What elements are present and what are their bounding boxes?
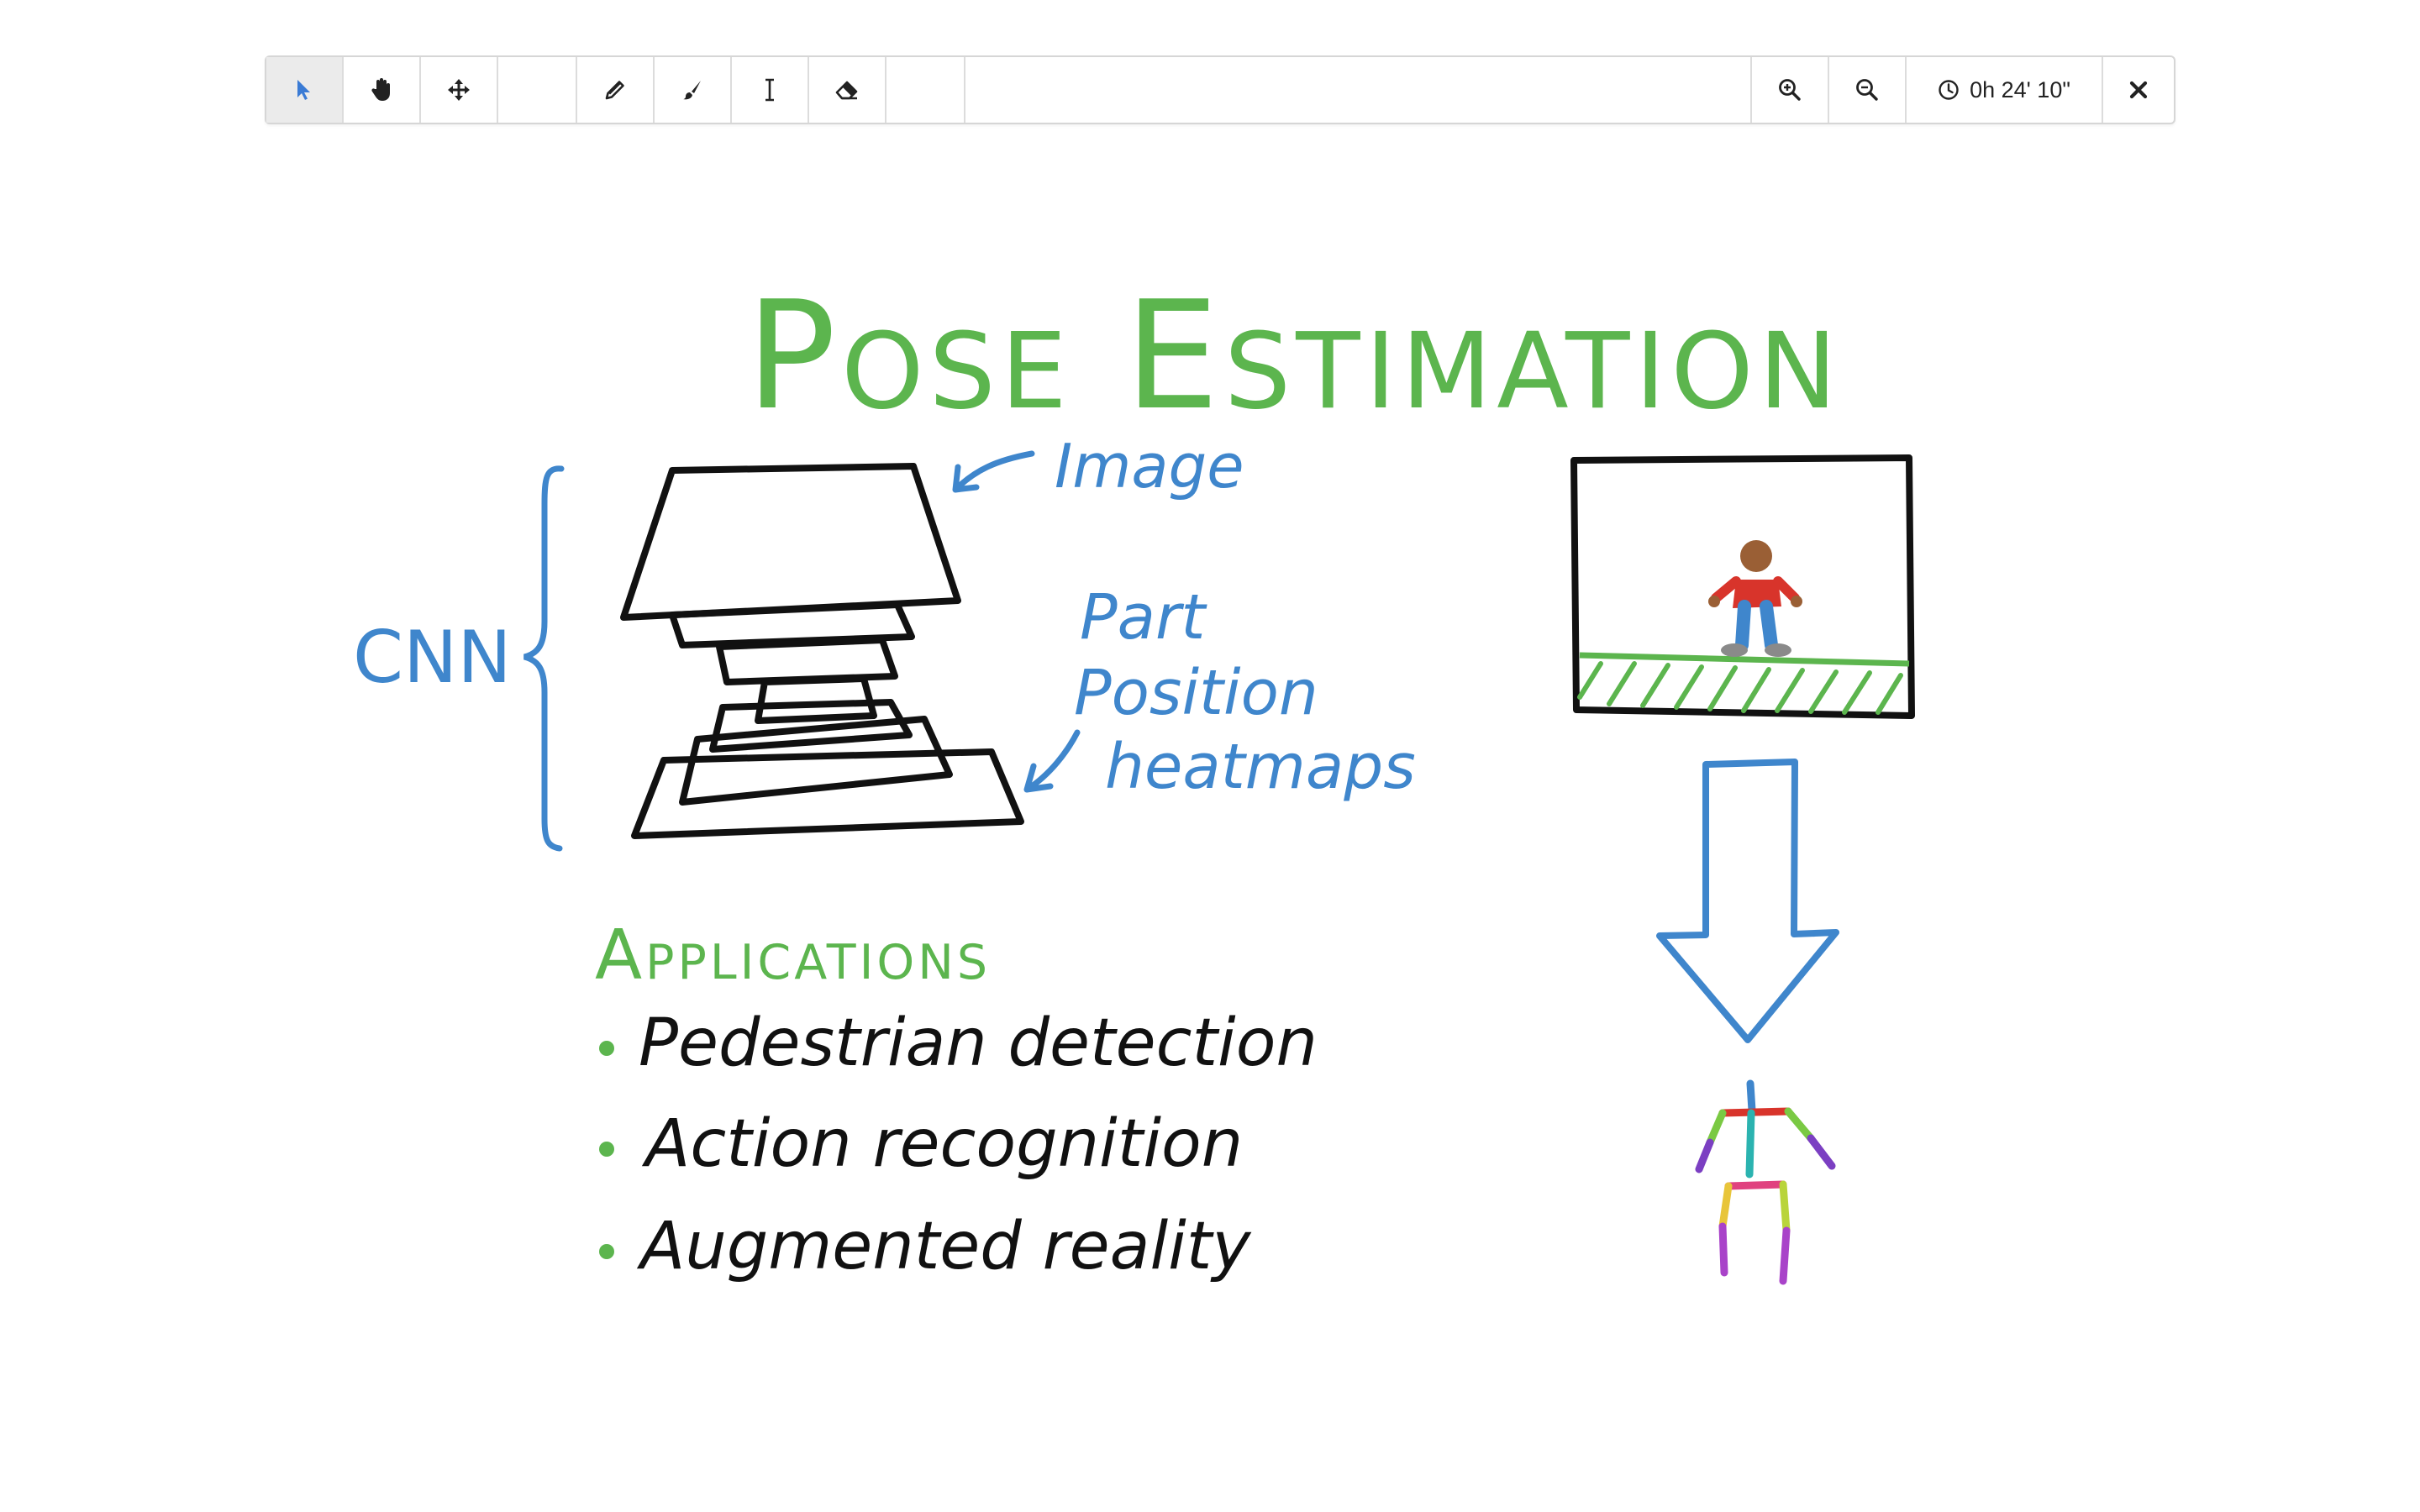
down-arrow	[1660, 762, 1836, 1040]
ground-hatching	[1580, 664, 1901, 712]
application-item-2: Action recognition	[645, 1106, 1244, 1182]
bullet	[599, 1142, 614, 1157]
bullet	[599, 1041, 614, 1056]
bullet	[599, 1244, 614, 1259]
cnn-label: CNN	[353, 616, 512, 700]
cnn-layer-4	[758, 679, 874, 721]
image-label: Image	[1055, 431, 1244, 501]
cnn-brace	[524, 469, 561, 848]
board-title: Pose Estimation	[745, 269, 1843, 443]
applications-heading: Applications	[595, 916, 992, 995]
timer-text: 0h 24' 10"	[1970, 76, 2070, 102]
applications-list	[599, 1005, 1318, 1284]
person-drawing	[1708, 540, 1802, 657]
pose-skeleton	[1699, 1084, 1832, 1281]
cnn-layer-image	[623, 466, 958, 617]
image-arrow	[955, 454, 1032, 490]
application-item-1: Pedestrian detection	[639, 1005, 1318, 1081]
heatmap-label-line3: heatmaps	[1105, 731, 1416, 803]
cnn-layer-stack	[623, 466, 1021, 836]
heatmap-label-line2: Position	[1074, 657, 1318, 729]
input-image-frame	[1574, 458, 1912, 716]
application-item-3: Augmented reality	[640, 1209, 1251, 1284]
cnn-layer-3	[719, 640, 895, 682]
heatmap-arrow	[1027, 732, 1077, 790]
ground-line	[1580, 655, 1909, 664]
heatmap-label-line1: Part	[1080, 581, 1206, 654]
